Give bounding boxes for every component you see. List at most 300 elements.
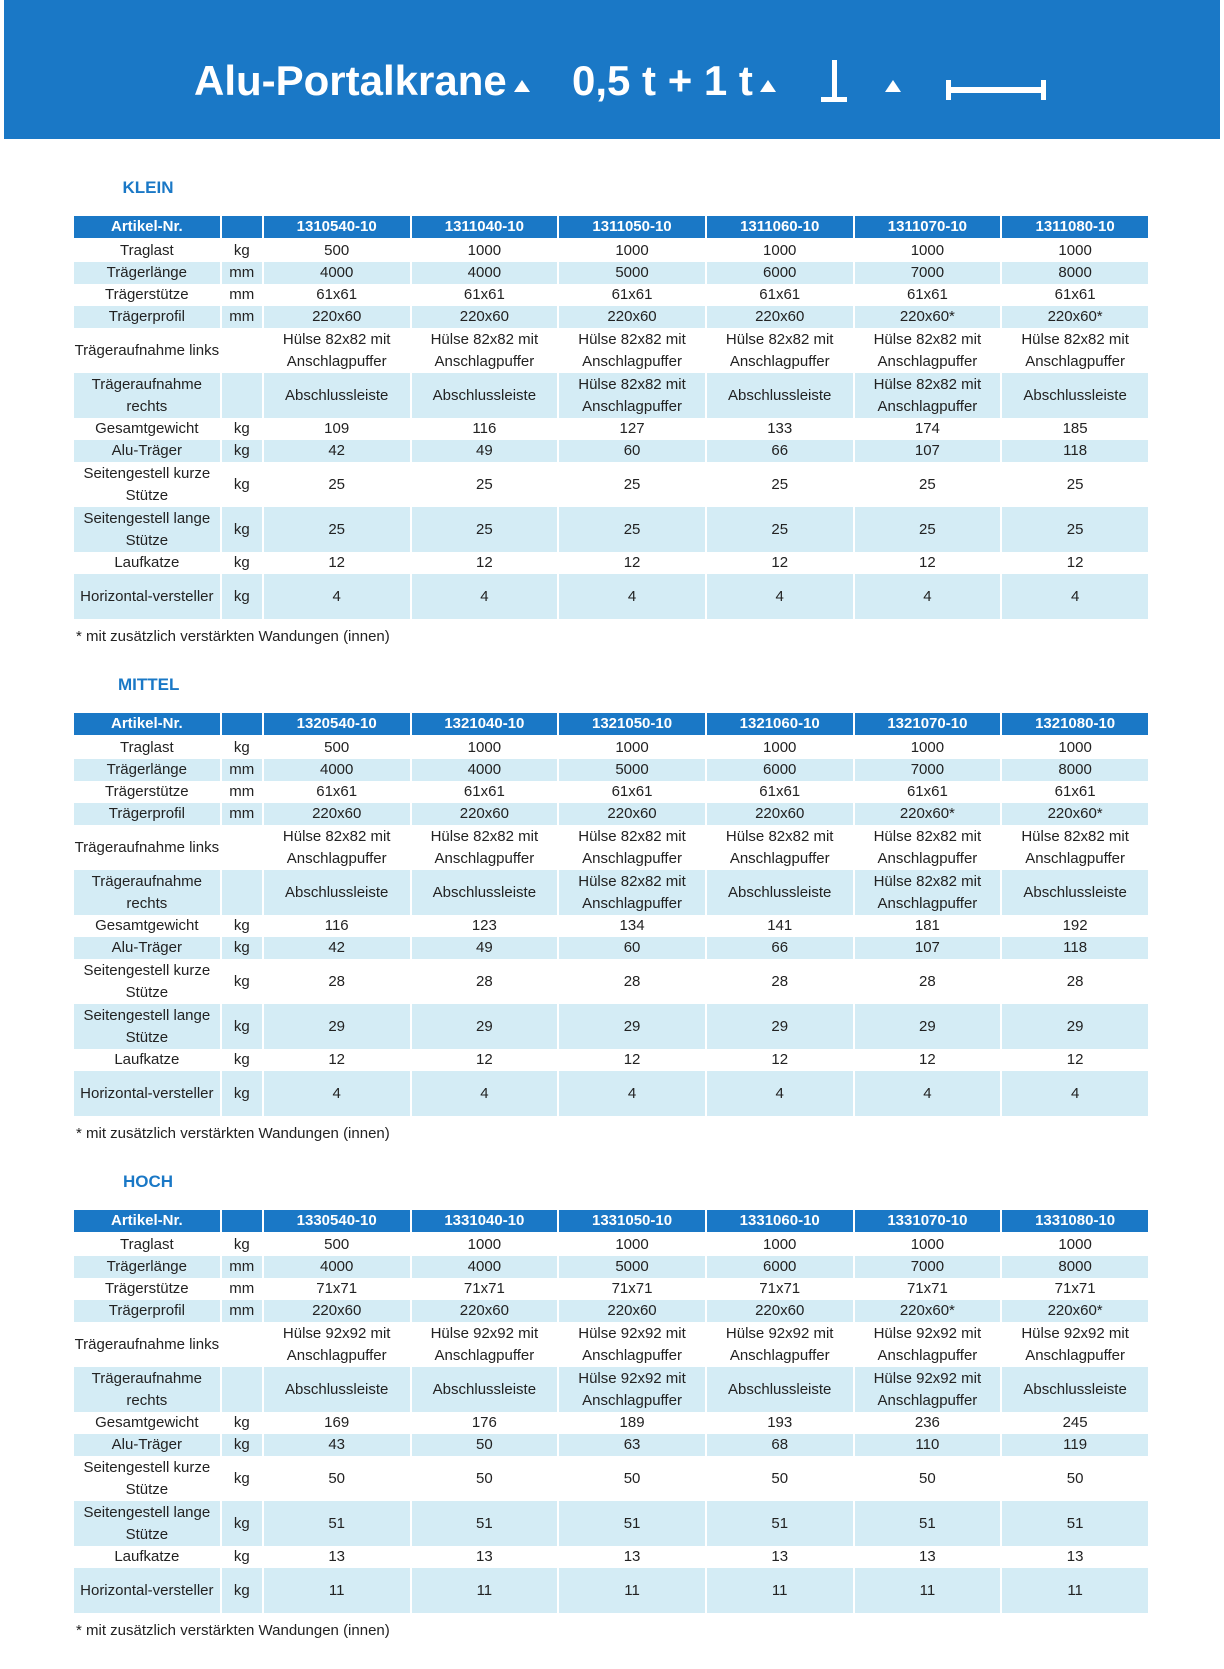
table-header-row	[74, 1210, 1150, 1234]
cell-value: 25	[559, 507, 707, 552]
cell-value: 118	[1002, 937, 1150, 959]
article-number: 1331050-10	[559, 1210, 707, 1234]
row-unit: mm	[222, 759, 264, 781]
row-unit: mm	[222, 262, 264, 284]
row-label: Gesamtgewicht	[74, 915, 222, 937]
row-label: Alu-Träger	[74, 1434, 222, 1456]
cell-value: 4	[559, 1071, 707, 1116]
cell-value: 1000	[559, 240, 707, 262]
row-label: Trägeraufnahme links	[74, 328, 222, 373]
row-unit: kg	[222, 1456, 264, 1501]
cell-value: 13	[264, 1546, 412, 1568]
section-title: KLEIN	[122, 178, 174, 197]
row-unit: mm	[222, 284, 264, 306]
cell-value: Hülse 82x82 mit Anschlagpuffer	[855, 328, 1003, 373]
cell-value: 11	[1002, 1568, 1150, 1613]
cell-value: 29	[559, 1004, 707, 1049]
cell-value: 50	[1002, 1456, 1150, 1501]
cell-value: 29	[412, 1004, 560, 1049]
cell-value: Hülse 82x82 mit Anschlagpuffer	[412, 825, 560, 870]
cell-value: 12	[707, 1049, 855, 1071]
row-unit: kg	[222, 937, 264, 959]
row-label: Laufkatze	[74, 552, 222, 574]
table-row	[74, 1322, 1150, 1367]
cell-value: 500	[264, 240, 412, 262]
table-row	[74, 937, 1150, 959]
row-label: Trägeraufnahme rechts	[74, 1367, 222, 1412]
cell-value: 25	[559, 462, 707, 507]
row-label: Gesamtgewicht	[74, 1412, 222, 1434]
cell-value: Hülse 82x82 mit Anschlagpuffer	[559, 373, 707, 418]
cell-value: 4	[855, 1071, 1003, 1116]
spec-table	[74, 216, 1150, 619]
width-icon	[946, 80, 1046, 100]
cell-value: 134	[559, 915, 707, 937]
cell-value: Hülse 82x82 mit Anschlagpuffer	[855, 825, 1003, 870]
table-row	[74, 552, 1150, 574]
cell-value: 220x60*	[855, 803, 1003, 825]
cell-value: 61x61	[855, 781, 1003, 803]
row-label: Seitengestell lange Stütze	[74, 1004, 222, 1049]
spec-table	[74, 713, 1150, 1116]
row-unit: kg	[222, 418, 264, 440]
row-unit: kg	[222, 959, 264, 1004]
cell-value: 1000	[855, 1234, 1003, 1256]
cell-value: 7000	[855, 1256, 1003, 1278]
table-row	[74, 825, 1150, 870]
cell-value: 42	[264, 937, 412, 959]
cell-value: Hülse 82x82 mit Anschlagpuffer	[1002, 328, 1150, 373]
cell-value: 1000	[1002, 240, 1150, 262]
cell-value: Hülse 82x82 mit Anschlagpuffer	[264, 825, 412, 870]
cell-value: Hülse 82x82 mit Anschlagpuffer	[264, 328, 412, 373]
article-number-header: Artikel-Nr.	[74, 216, 222, 240]
row-unit: kg	[222, 1004, 264, 1049]
cell-value: 220x60	[264, 306, 412, 328]
cell-value: 1000	[559, 737, 707, 759]
table-header-row	[74, 216, 1150, 240]
triangle-separator-icon	[885, 80, 901, 92]
cell-value: Hülse 82x82 mit Anschlagpuffer	[855, 870, 1003, 915]
cell-value: 220x60	[559, 1300, 707, 1322]
cell-value: 12	[412, 552, 560, 574]
cell-value: Hülse 92x92 mit Anschlagpuffer	[855, 1367, 1003, 1412]
article-number: 1321040-10	[412, 713, 560, 737]
cell-value: Abschlussleiste	[412, 870, 560, 915]
row-label: Trägerprofil	[74, 1300, 222, 1322]
row-label: Alu-Träger	[74, 937, 222, 959]
cell-value: Hülse 82x82 mit Anschlagpuffer	[559, 328, 707, 373]
cell-value: 25	[855, 462, 1003, 507]
cell-value: 50	[855, 1456, 1003, 1501]
cell-value: 500	[264, 1234, 412, 1256]
cell-value: 11	[412, 1568, 560, 1613]
cell-value: 1000	[707, 240, 855, 262]
row-unit: kg	[222, 462, 264, 507]
cell-value: 11	[855, 1568, 1003, 1613]
row-unit: kg	[222, 552, 264, 574]
cell-value: Hülse 82x82 mit Anschlagpuffer	[707, 825, 855, 870]
row-label: Horizontal-versteller	[74, 1568, 222, 1613]
cell-value: Hülse 92x92 mit Anschlagpuffer	[559, 1322, 707, 1367]
row-unit: kg	[222, 440, 264, 462]
cell-value: Hülse 92x92 mit Anschlagpuffer	[855, 1322, 1003, 1367]
row-label: Trägerstütze	[74, 1278, 222, 1300]
cell-value: 61x61	[412, 781, 560, 803]
cell-value: 61x61	[707, 284, 855, 306]
article-number: 1331070-10	[855, 1210, 1003, 1234]
cell-value: 4	[412, 574, 560, 619]
cell-value: 220x60*	[855, 306, 1003, 328]
table-row	[74, 507, 1150, 552]
cell-value: 71x71	[264, 1278, 412, 1300]
row-unit: kg	[222, 1049, 264, 1071]
row-unit: mm	[222, 306, 264, 328]
cell-value: 49	[412, 937, 560, 959]
row-unit	[222, 825, 264, 870]
cell-value: 61x61	[707, 781, 855, 803]
cell-value: 6000	[707, 759, 855, 781]
table-row	[74, 1412, 1150, 1434]
cell-value: 118	[1002, 440, 1150, 462]
table-row	[74, 240, 1150, 262]
cell-value: 25	[412, 507, 560, 552]
cell-value: 192	[1002, 915, 1150, 937]
cell-value: 4000	[412, 262, 560, 284]
cell-value: 5000	[559, 262, 707, 284]
cell-value: 1000	[559, 1234, 707, 1256]
cell-value: 1000	[1002, 737, 1150, 759]
cell-value: Abschlussleiste	[1002, 870, 1150, 915]
table-row	[74, 440, 1150, 462]
row-label: Seitengestell lange Stütze	[74, 1501, 222, 1546]
table-row	[74, 781, 1150, 803]
cell-value: 61x61	[264, 781, 412, 803]
row-label: Traglast	[74, 737, 222, 759]
row-label: Gesamtgewicht	[74, 418, 222, 440]
cell-value: Hülse 92x92 mit Anschlagpuffer	[412, 1322, 560, 1367]
table-row	[74, 1049, 1150, 1071]
cell-value: 49	[412, 440, 560, 462]
row-unit	[222, 328, 264, 373]
cell-value: 25	[412, 462, 560, 507]
cell-value: 43	[264, 1434, 412, 1456]
cell-value: 5000	[559, 759, 707, 781]
cell-value: 107	[855, 440, 1003, 462]
row-label: Trägerstütze	[74, 284, 222, 306]
table-row	[74, 1071, 1150, 1116]
row-label: Traglast	[74, 240, 222, 262]
article-number: 1311060-10	[707, 216, 855, 240]
cell-value: 6000	[707, 1256, 855, 1278]
row-label: Seitengestell kurze Stütze	[74, 1456, 222, 1501]
cell-value: 141	[707, 915, 855, 937]
article-number: 1321050-10	[559, 713, 707, 737]
cell-value: 12	[707, 552, 855, 574]
cell-value: 29	[264, 1004, 412, 1049]
row-unit: mm	[222, 803, 264, 825]
row-label: Trägeraufnahme links	[74, 825, 222, 870]
cell-value: 12	[1002, 1049, 1150, 1071]
cell-value: Abschlussleiste	[707, 373, 855, 418]
cell-value: 220x60*	[855, 1300, 1003, 1322]
cell-value: 28	[264, 959, 412, 1004]
cell-value: Abschlussleiste	[412, 373, 560, 418]
row-unit: kg	[222, 1434, 264, 1456]
table-row	[74, 1256, 1150, 1278]
row-label: Seitengestell kurze Stütze	[74, 462, 222, 507]
row-unit: kg	[222, 915, 264, 937]
cell-value: Hülse 92x92 mit Anschlagpuffer	[264, 1322, 412, 1367]
row-label: Trägerlänge	[74, 759, 222, 781]
cell-value: 110	[855, 1434, 1003, 1456]
row-label: Traglast	[74, 1234, 222, 1256]
page-title: Alu-Portalkrane	[194, 57, 507, 104]
cell-value: 220x60*	[1002, 803, 1150, 825]
cell-value: 8000	[1002, 1256, 1150, 1278]
cell-value: 1000	[412, 240, 560, 262]
row-unit: kg	[222, 1546, 264, 1568]
cell-value: 13	[1002, 1546, 1150, 1568]
cell-value: 28	[412, 959, 560, 1004]
row-unit	[222, 870, 264, 915]
cell-value: 11	[559, 1568, 707, 1613]
cell-value: 4000	[264, 1256, 412, 1278]
article-number: 1321070-10	[855, 713, 1003, 737]
cell-value: 8000	[1002, 759, 1150, 781]
cell-value: 4	[264, 1071, 412, 1116]
cell-value: Abschlussleiste	[412, 1367, 560, 1412]
cell-value: 12	[855, 1049, 1003, 1071]
row-label: Trägerstütze	[74, 781, 222, 803]
cell-value: 4	[707, 1071, 855, 1116]
cell-value: 220x60	[707, 803, 855, 825]
row-unit: mm	[222, 1278, 264, 1300]
footnote: * mit zusätzlich verstärkten Wandungen (innen)	[76, 1125, 390, 1142]
section-title: HOCH	[122, 1172, 174, 1191]
cell-value: 116	[412, 418, 560, 440]
cell-value: 500	[264, 737, 412, 759]
cell-value: 11	[707, 1568, 855, 1613]
cell-value: 61x61	[1002, 284, 1150, 306]
table-row	[74, 1004, 1150, 1049]
table-row	[74, 915, 1150, 937]
cell-value: 29	[855, 1004, 1003, 1049]
cell-value: 29	[707, 1004, 855, 1049]
cell-value: 4000	[412, 1256, 560, 1278]
row-unit	[222, 373, 264, 418]
table-row	[74, 1367, 1150, 1412]
article-number-header: Artikel-Nr.	[74, 1210, 222, 1234]
table-row	[74, 574, 1150, 619]
spec-table	[74, 1210, 1150, 1613]
cell-value: 61x61	[855, 284, 1003, 306]
row-label: Trägerlänge	[74, 262, 222, 284]
cell-value: 1000	[855, 240, 1003, 262]
cell-value: Hülse 82x82 mit Anschlagpuffer	[559, 870, 707, 915]
cell-value: 181	[855, 915, 1003, 937]
cell-value: 220x60	[264, 1300, 412, 1322]
row-unit: mm	[222, 1300, 264, 1322]
table-row	[74, 1278, 1150, 1300]
cell-value: 13	[412, 1546, 560, 1568]
row-label: Laufkatze	[74, 1049, 222, 1071]
table-row	[74, 1501, 1150, 1546]
cell-value: 220x60	[412, 803, 560, 825]
cell-value: 185	[1002, 418, 1150, 440]
cell-value: 119	[1002, 1434, 1150, 1456]
article-number: 1331080-10	[1002, 1210, 1150, 1234]
cell-value: 12	[264, 1049, 412, 1071]
row-unit: kg	[222, 1568, 264, 1613]
row-label: Trägerlänge	[74, 1256, 222, 1278]
cell-value: 245	[1002, 1412, 1150, 1434]
cell-value: Hülse 92x92 mit Anschlagpuffer	[1002, 1322, 1150, 1367]
row-label: Alu-Träger	[74, 440, 222, 462]
row-unit: kg	[222, 1501, 264, 1546]
cell-value: Abschlussleiste	[707, 1367, 855, 1412]
cell-value: 60	[559, 937, 707, 959]
cell-value: 4	[412, 1071, 560, 1116]
cell-value: Hülse 82x82 mit Anschlagpuffer	[412, 328, 560, 373]
cell-value: 61x61	[559, 781, 707, 803]
cell-value: 71x71	[559, 1278, 707, 1300]
cell-value: 50	[412, 1456, 560, 1501]
cell-value: 12	[1002, 552, 1150, 574]
table-row	[74, 1568, 1150, 1613]
cell-value: 220x60*	[1002, 1300, 1150, 1322]
cell-value: 66	[707, 440, 855, 462]
row-unit: kg	[222, 574, 264, 619]
cell-value: 50	[707, 1456, 855, 1501]
cell-value: 220x60*	[1002, 306, 1150, 328]
row-unit: kg	[222, 1412, 264, 1434]
cell-value: 51	[412, 1501, 560, 1546]
table-row	[74, 1546, 1150, 1568]
cell-value: 42	[264, 440, 412, 462]
unit-header	[222, 216, 264, 240]
row-unit: mm	[222, 781, 264, 803]
cell-value: Hülse 82x82 mit Anschlagpuffer	[1002, 825, 1150, 870]
cell-value: 220x60	[559, 803, 707, 825]
cell-value: 25	[1002, 462, 1150, 507]
table-row	[74, 1300, 1150, 1322]
table-row	[74, 1234, 1150, 1256]
unit-header	[222, 713, 264, 737]
cell-value: 71x71	[855, 1278, 1003, 1300]
cell-value: 28	[1002, 959, 1150, 1004]
row-label: Trägeraufnahme links	[74, 1322, 222, 1367]
row-unit: mm	[222, 1256, 264, 1278]
article-number: 1331060-10	[707, 1210, 855, 1234]
row-label: Trägeraufnahme rechts	[74, 870, 222, 915]
row-unit: kg	[222, 737, 264, 759]
cell-value: 12	[559, 552, 707, 574]
article-number-header: Artikel-Nr.	[74, 713, 222, 737]
table-row	[74, 959, 1150, 1004]
table-row	[74, 759, 1150, 781]
cell-value: 50	[559, 1456, 707, 1501]
cell-value: 174	[855, 418, 1003, 440]
cell-value: 51	[559, 1501, 707, 1546]
table-row	[74, 1434, 1150, 1456]
cell-value: 25	[264, 462, 412, 507]
cell-value: Abschlussleiste	[264, 870, 412, 915]
cell-value: 189	[559, 1412, 707, 1434]
row-label: Trägerprofil	[74, 306, 222, 328]
cell-value: 7000	[855, 262, 1003, 284]
cell-value: 220x60	[412, 306, 560, 328]
row-unit: kg	[222, 1234, 264, 1256]
cell-value: 4	[264, 574, 412, 619]
cell-value: 133	[707, 418, 855, 440]
row-label: Seitengestell lange Stütze	[74, 507, 222, 552]
cell-value: 66	[707, 937, 855, 959]
cell-value: 236	[855, 1412, 1003, 1434]
cell-value: 12	[855, 552, 1003, 574]
cell-value: 71x71	[1002, 1278, 1150, 1300]
table-row	[74, 462, 1150, 507]
cell-value: 29	[1002, 1004, 1150, 1049]
cell-value: 127	[559, 418, 707, 440]
cell-value: 28	[855, 959, 1003, 1004]
cell-value: 13	[559, 1546, 707, 1568]
cell-value: 12	[559, 1049, 707, 1071]
cell-value: 63	[559, 1434, 707, 1456]
cell-value: Abschlussleiste	[264, 373, 412, 418]
cell-value: 61x61	[412, 284, 560, 306]
article-number: 1330540-10	[264, 1210, 412, 1234]
footnote: * mit zusätzlich verstärkten Wandungen (innen)	[76, 628, 390, 645]
cell-value: 1000	[1002, 1234, 1150, 1256]
article-number: 1311080-10	[1002, 216, 1150, 240]
cell-value: 51	[1002, 1501, 1150, 1546]
cell-value: 123	[412, 915, 560, 937]
cell-value: Abschlussleiste	[707, 870, 855, 915]
cell-value: 193	[707, 1412, 855, 1434]
row-unit: kg	[222, 507, 264, 552]
cell-value: 50	[412, 1434, 560, 1456]
cell-value: 12	[264, 552, 412, 574]
unit-header	[222, 1210, 264, 1234]
row-label: Trägerprofil	[74, 803, 222, 825]
cell-value: 13	[855, 1546, 1003, 1568]
table-header-row	[74, 713, 1150, 737]
cell-value: 176	[412, 1412, 560, 1434]
footnote: * mit zusätzlich verstärkten Wandungen (innen)	[76, 1622, 390, 1639]
cell-value: 61x61	[264, 284, 412, 306]
capacity-label: 0,5 t + 1 t	[572, 57, 753, 104]
table-row	[74, 870, 1150, 915]
cell-value: Hülse 92x92 mit Anschlagpuffer	[559, 1367, 707, 1412]
cell-value: Hülse 82x82 mit Anschlagpuffer	[707, 328, 855, 373]
cell-value: 1000	[412, 737, 560, 759]
cell-value: 220x60	[707, 306, 855, 328]
cell-value: Hülse 82x82 mit Anschlagpuffer	[855, 373, 1003, 418]
cell-value: 116	[264, 915, 412, 937]
cell-value: 107	[855, 937, 1003, 959]
cell-value: 220x60	[707, 1300, 855, 1322]
cell-value: 4000	[264, 262, 412, 284]
cell-value: 51	[264, 1501, 412, 1546]
row-label: Laufkatze	[74, 1546, 222, 1568]
row-label: Trägeraufnahme rechts	[74, 373, 222, 418]
section-title: MITTEL	[118, 675, 180, 694]
article-number: 1311050-10	[559, 216, 707, 240]
article-number: 1311040-10	[412, 216, 560, 240]
cell-value: 4	[855, 574, 1003, 619]
row-label: Horizontal-versteller	[74, 574, 222, 619]
